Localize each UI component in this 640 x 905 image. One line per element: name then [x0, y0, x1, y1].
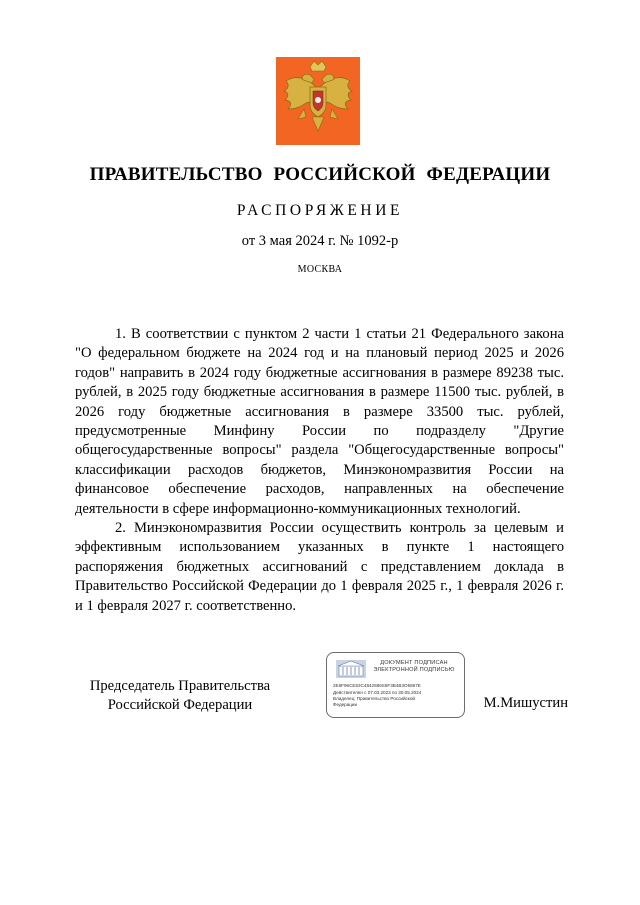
stamp-header [369, 660, 459, 674]
stamp-header-line: ЭЛЕКТРОННОЙ ПОДПИСЬЮ [373, 667, 455, 673]
document-city: МОСКВА [297, 264, 343, 275]
state-emblem-icon [276, 57, 360, 145]
document-title: ПРАВИТЕЛЬСТВО РОССИЙСКОЙ ФЕДЕРАЦИИ [89, 164, 551, 185]
signature-building-icon [336, 660, 366, 678]
signer-position-line: Российской Федерации [107, 697, 253, 714]
stamp-certificate: 2E6F96CE53C4842586S6F3B4B3O5867E [333, 683, 421, 688]
electronic-signature-stamp [326, 652, 465, 718]
stamp-owner: Федерации [333, 702, 358, 707]
signer-position-line: Председатель Правительства [89, 678, 271, 694]
signer-position [75, 677, 285, 716]
document-date-number: от 3 мая 2024 г. № 1092-р [241, 233, 399, 249]
paragraph-2: 2. Минэкономразвития России осуществить контроль за целевым и эффективным использованием указанных в пункте 1 настоящего распоряжения бюджетных ассигнований с представлением доклада в Правительство Российской Федерации до 1 февраля 2025 г., 1 февраля 2026 г. и 1 февраля 2027 г. соответственно. [75, 520, 564, 614]
stamp-owner: Владелец: Правительство Российской [333, 696, 415, 701]
document-body [75, 325, 564, 616]
stamp-validity: Действителен с 07.03.2023 по 30.05.2024 [333, 690, 422, 695]
document-type: РАСПОРЯЖЕНИЕ [236, 202, 404, 219]
signer-name: М.Мишустин [483, 695, 568, 711]
stamp-header-line: ДОКУМЕНТ ПОДПИСАН [380, 660, 448, 666]
double-headed-eagle-icon [276, 57, 360, 145]
paragraph-1: 1. В соответствии с пунктом 2 части 1 статьи 21 Федерального закона "О федеральном бюджете на 2024 год и на плановый период 2025 и 2026 годов" направить в 2024 году бюджетные ассигнования в размере 89238 тыс. рублей, в 2025 году бюджетные ассигнования в размере 11500 тыс. рублей, в 2026 году бюджетные ассигнования в размере 33500 тыс. рублей, предусмотренные Минфину России по подразделу "Другие общегосударственные вопросы" раздела "Общегосударственные вопросы" классификации расходов бюджетов, Минэкономразвития России на финансовое обеспечение расходов, направленных на обеспечение деятельности в сфере информационно-коммуникационных технологий. [75, 326, 564, 517]
